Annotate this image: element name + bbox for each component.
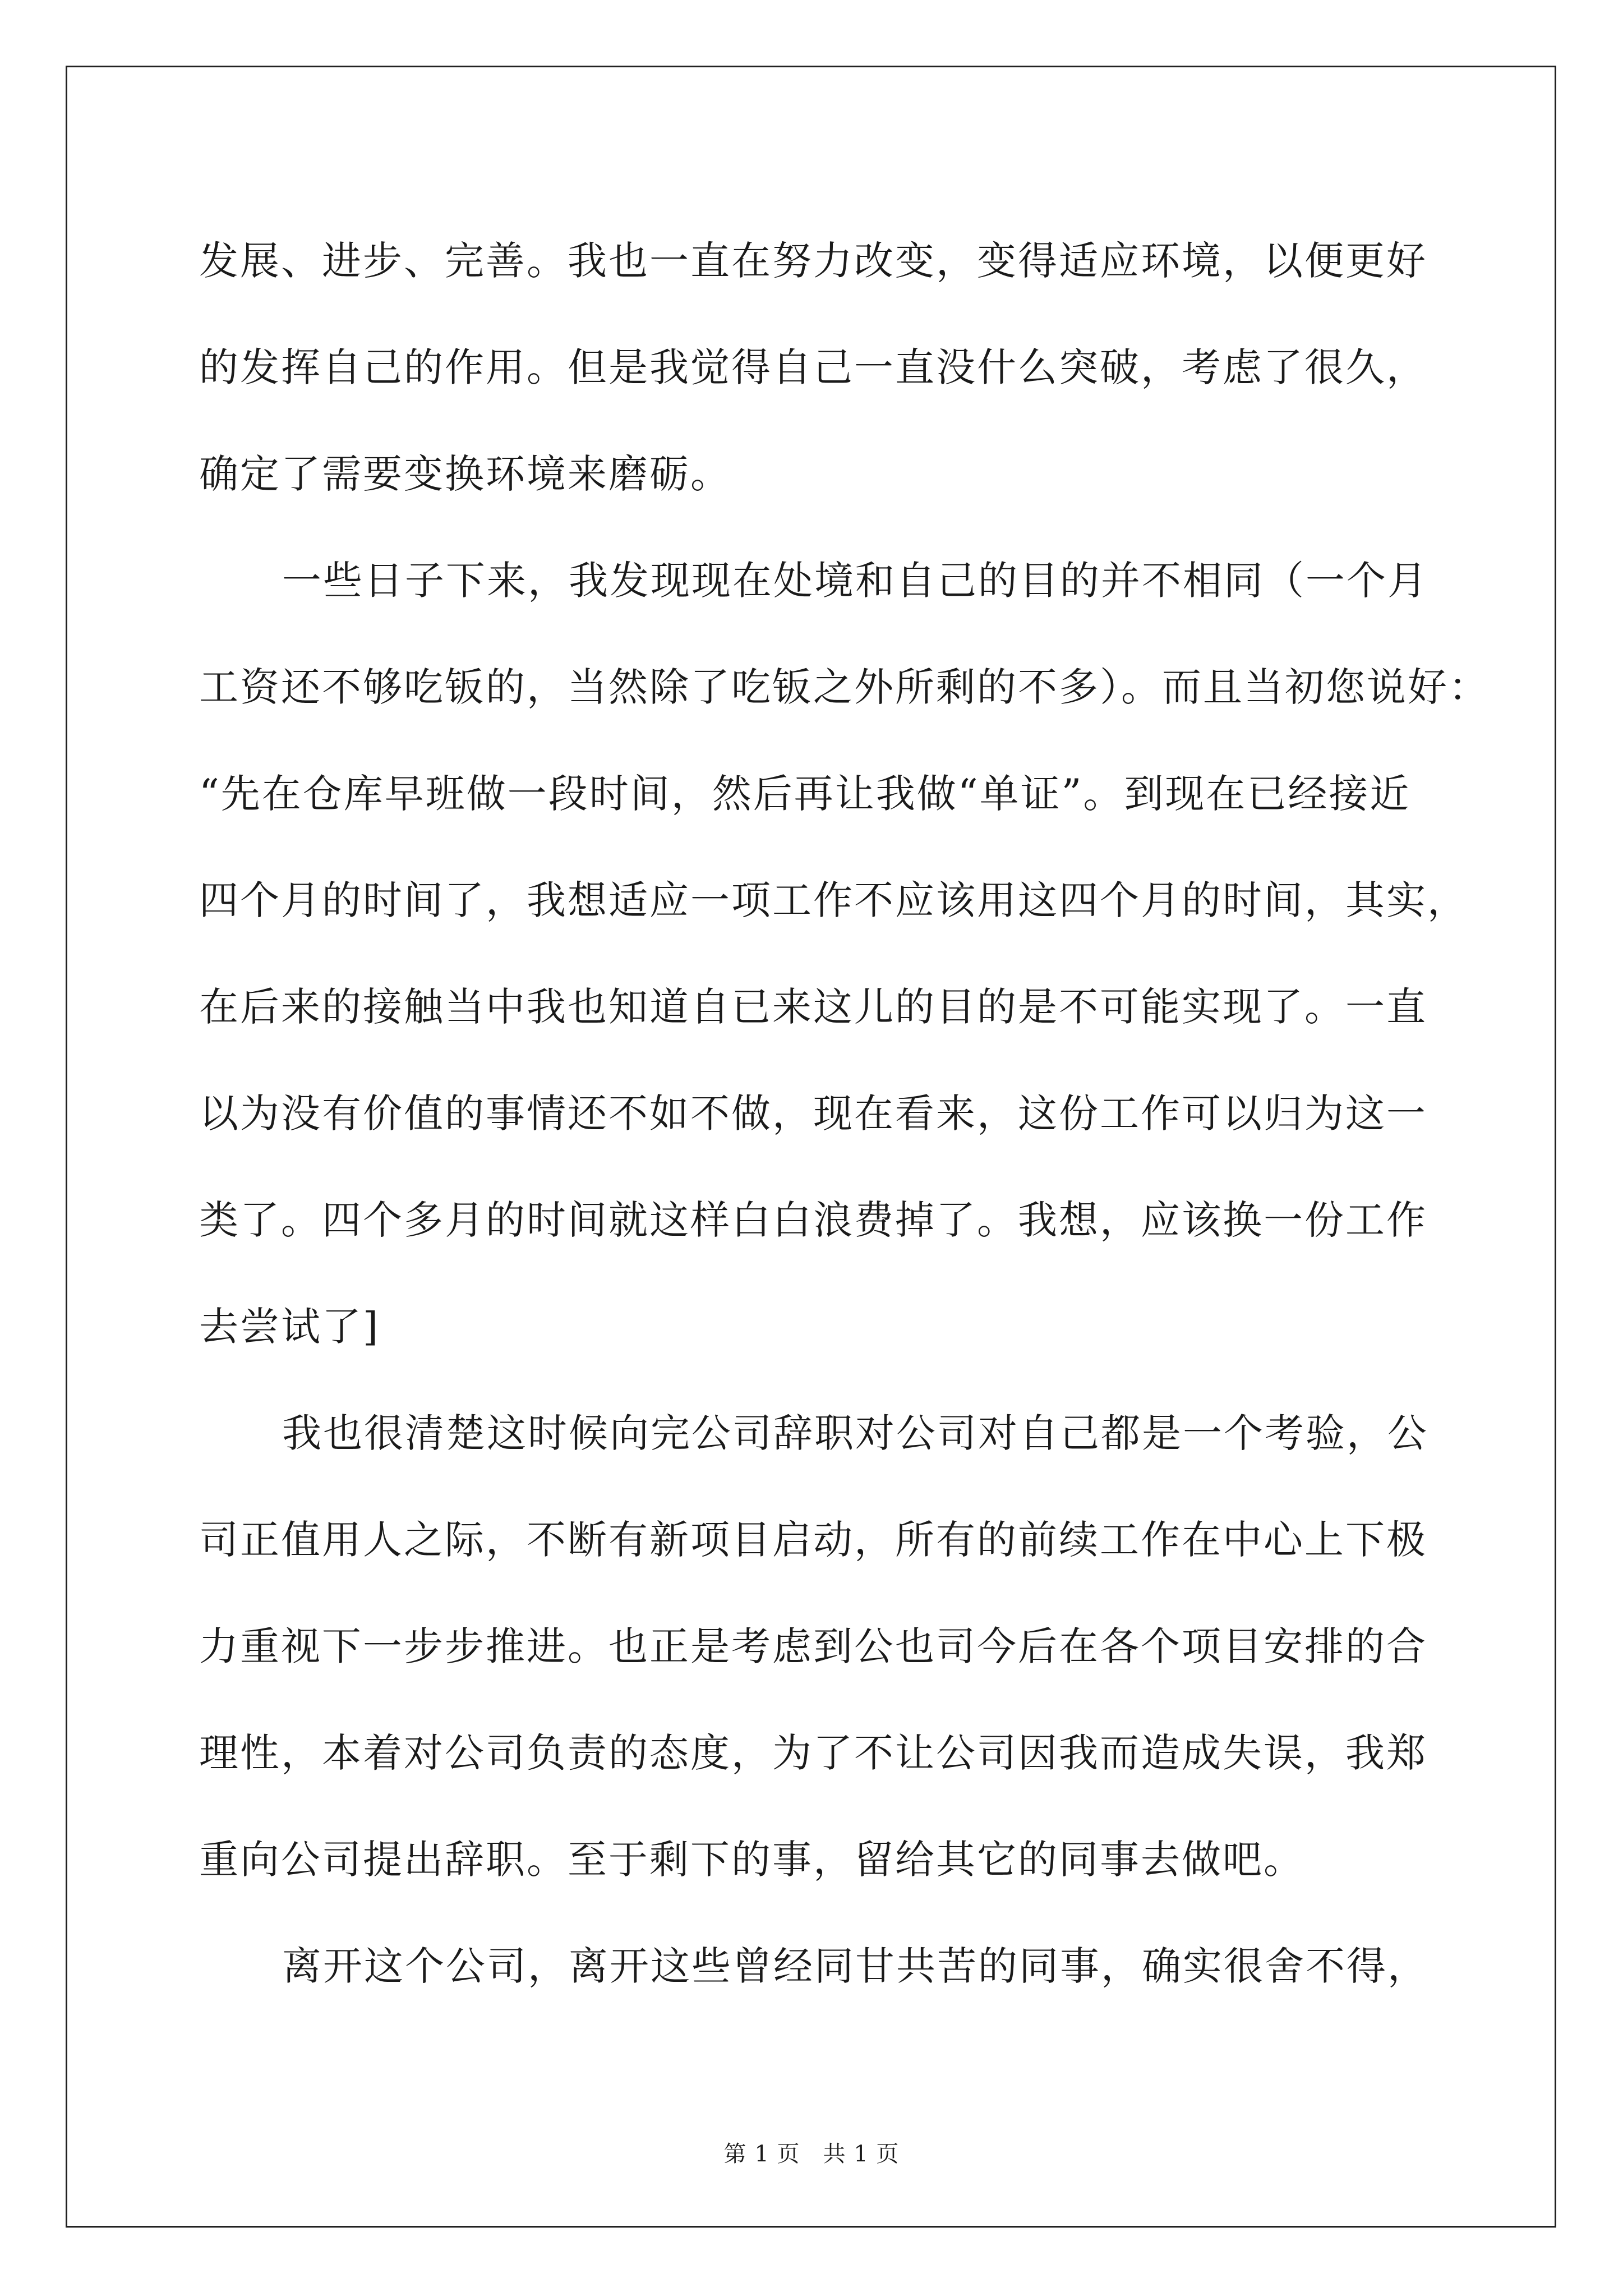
text-line: 我也很清楚这时候向完公司辞职对公司对自己都是一个考验，公 — [282, 1410, 1428, 1456]
text-line: 工资还不够吃钣的，当然除了吃钣之外所剩的不多）。而且当初您说好： — [199, 664, 1490, 710]
text-line: 的发挥自己的作用。但是我觉得自己一直没什么突破，考虑了很久， — [199, 344, 1427, 390]
text-line: 确定了需要变换环境来磨砺。 — [199, 451, 731, 497]
page-number-footer: 第 1 页 共 1 页 — [723, 2141, 900, 2167]
text-line: “先在仓库早班做一段时间，然后再让我做“单证”。到现在已经接近 — [199, 771, 1411, 817]
text-line: 去尝试了] — [199, 1304, 380, 1350]
document-body — [199, 208, 1490, 2019]
text-line: 理性，本着对公司负责的态度，为了不让公司因我而造成失误，我郑 — [199, 1730, 1427, 1776]
text-line: 类了。四个多月的时间就这样白白浪费掉了。我想，应该换一份工作 — [199, 1197, 1427, 1243]
text-line: 力重视下一步步推进。也正是考虑到公也司今后在各个项目安排的合 — [199, 1623, 1427, 1669]
text-line: 四个月的时间了，我想适应一项工作不应该用这四个月的时间，其实， — [199, 877, 1468, 923]
text-line: 离开这个公司，离开这些曾经同甘共苦的同事，确实很舍不得， — [282, 1943, 1428, 1989]
text-line: 司正值用人之际，不断有新项目启动，所有的前续工作在中心上下极 — [199, 1517, 1427, 1563]
text-line: 以为没有价值的事情还不如不做，现在看来，这份工作可以归为这一 — [199, 1091, 1427, 1137]
text-line: 重向公司提出辞职。至于剩下的事，留给其它的同事去做吧。 — [199, 1837, 1304, 1883]
text-line: 在后来的接触当中我也知道自已来这儿的目的是不可能实现了。一直 — [199, 984, 1427, 1030]
text-line: 一些日子下来，我发现现在处境和自己的目的并不相同（一个月 — [282, 558, 1428, 604]
text-line: 发展、进步、完善。我也一直在努力改变，变得适应环境，以便更好 — [199, 238, 1427, 284]
